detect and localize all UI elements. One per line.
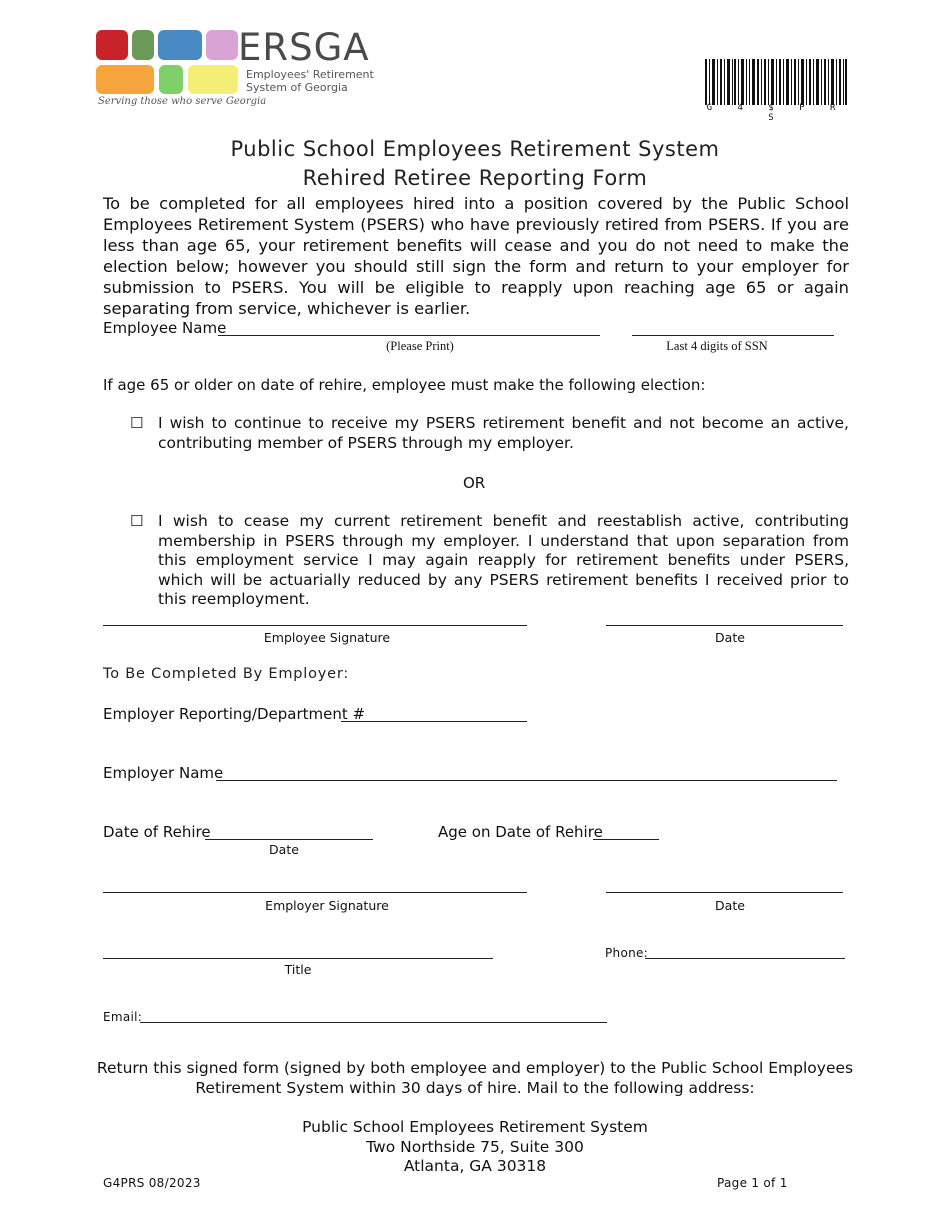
email-field[interactable]	[140, 1022, 607, 1023]
election-prompt: If age 65 or older on date of rehire, employee must make the following election:	[103, 376, 706, 394]
title-field[interactable]	[103, 958, 493, 959]
barcode	[705, 59, 847, 105]
election-option-cease	[130, 512, 849, 610]
ssn-last4-field[interactable]	[632, 335, 834, 336]
employee-date-caption: Date	[715, 630, 745, 645]
logo-tagline: Serving those who serve Georgia	[98, 96, 267, 107]
logo-block-yellow	[188, 65, 238, 94]
employee-name-caption: (Please Print)	[386, 339, 454, 353]
employer-signature-field[interactable]	[103, 892, 527, 893]
option2-text: I wish to cease my current retirement benefit and reestablish active, contributing membership in PSERS through my employer. I understand that upon separation from this employment service I may again reapply for retirement benefits under PSERS, which will be actuarially reduced by any PSERS retirement benefits I received prior to this reemployment.	[158, 512, 849, 608]
phone-label: Phone:	[605, 946, 649, 960]
employer-name-field[interactable]	[216, 780, 837, 781]
option1-text: I wish to continue to receive my PSERS retirement benefit and not become an active, contributing member of PSERS through my employer.	[158, 414, 849, 452]
logo-subtitle-line2: System of Georgia	[246, 81, 348, 94]
logo-wordmark: ERSGA	[238, 26, 370, 69]
title-caption: Title	[284, 962, 312, 977]
employer-signature-caption: Employer Signature	[265, 898, 389, 913]
address-line1: Public School Employees Retirement System	[302, 1118, 648, 1136]
employee-name-field[interactable]	[218, 335, 600, 336]
logo-block-pink	[206, 30, 238, 60]
logo-block-green	[132, 30, 154, 60]
option1-checkbox[interactable]: ☐	[130, 414, 144, 432]
return-instruction-line1: Return this signed form (signed by both employee and employer) to the Public School Employees	[96, 1059, 854, 1077]
logo-subtitle	[246, 68, 374, 94]
form-code: G4PRS 08/2023	[103, 1176, 201, 1190]
barcode-text: G 4 $ P R S	[706, 103, 846, 123]
employer-name-label: Employer Name	[103, 764, 224, 782]
logo-subtitle-line1: Employees' Retirement	[246, 68, 374, 81]
page-number: Page 1 of 1	[717, 1176, 788, 1190]
election-option-continue	[130, 414, 849, 453]
employer-date-field[interactable]	[606, 892, 843, 893]
age-on-rehire-label: Age on Date of Rehire	[438, 823, 603, 841]
employee-date-field[interactable]	[606, 625, 843, 626]
page-title-line1: Public School Employees Retirement System	[230, 137, 720, 161]
employer-dept-label: Employer Reporting/Department #	[103, 705, 366, 723]
employer-section-heading: To Be Completed By Employer:	[103, 666, 350, 682]
employee-signature-caption: Employee Signature	[263, 630, 391, 645]
rehire-date-caption: Date	[269, 842, 299, 857]
logo-block-red	[96, 30, 128, 60]
return-instruction-line2: Retirement System within 30 days of hire. Mail to the following address:	[195, 1079, 755, 1097]
phone-field[interactable]	[645, 958, 845, 959]
ssn-caption: Last 4 digits of SSN	[666, 339, 768, 353]
rehire-date-field[interactable]	[205, 839, 373, 840]
email-label: Email:	[103, 1010, 143, 1024]
employee-signature-field[interactable]	[103, 625, 527, 626]
employer-date-caption: Date	[715, 898, 745, 913]
employer-dept-field[interactable]	[341, 721, 527, 722]
rehire-date-label: Date of Rehire	[103, 823, 211, 841]
age-on-rehire-field[interactable]	[593, 839, 659, 840]
intro-paragraph: To be completed for all employees hired into a position covered by the Public School Employees Retirement System (PSERS) who have previously retired from PSERS. If you are less than age 65, your retirement benefits will cease and you do not need to make the election below; however you should still sign the form and return to your employer for submission to PSERS. You will be eligible to reapply upon reaching age 65 or again separating from service, whichever is earlier.	[103, 194, 849, 318]
address-line2: Two Northside 75, Suite 300	[366, 1138, 584, 1156]
logo-block-lightgreen	[159, 65, 183, 94]
address-line3: Atlanta, GA 30318	[403, 1157, 547, 1175]
option2-checkbox[interactable]: ☐	[130, 512, 144, 530]
logo-block-orange	[96, 65, 154, 94]
ersga-logo	[96, 30, 238, 96]
or-label: OR	[463, 474, 486, 492]
logo-block-blue	[158, 30, 202, 60]
page-title-line2: Rehired Retiree Reporting Form	[302, 166, 648, 190]
employee-name-label: Employee Name	[103, 319, 227, 337]
